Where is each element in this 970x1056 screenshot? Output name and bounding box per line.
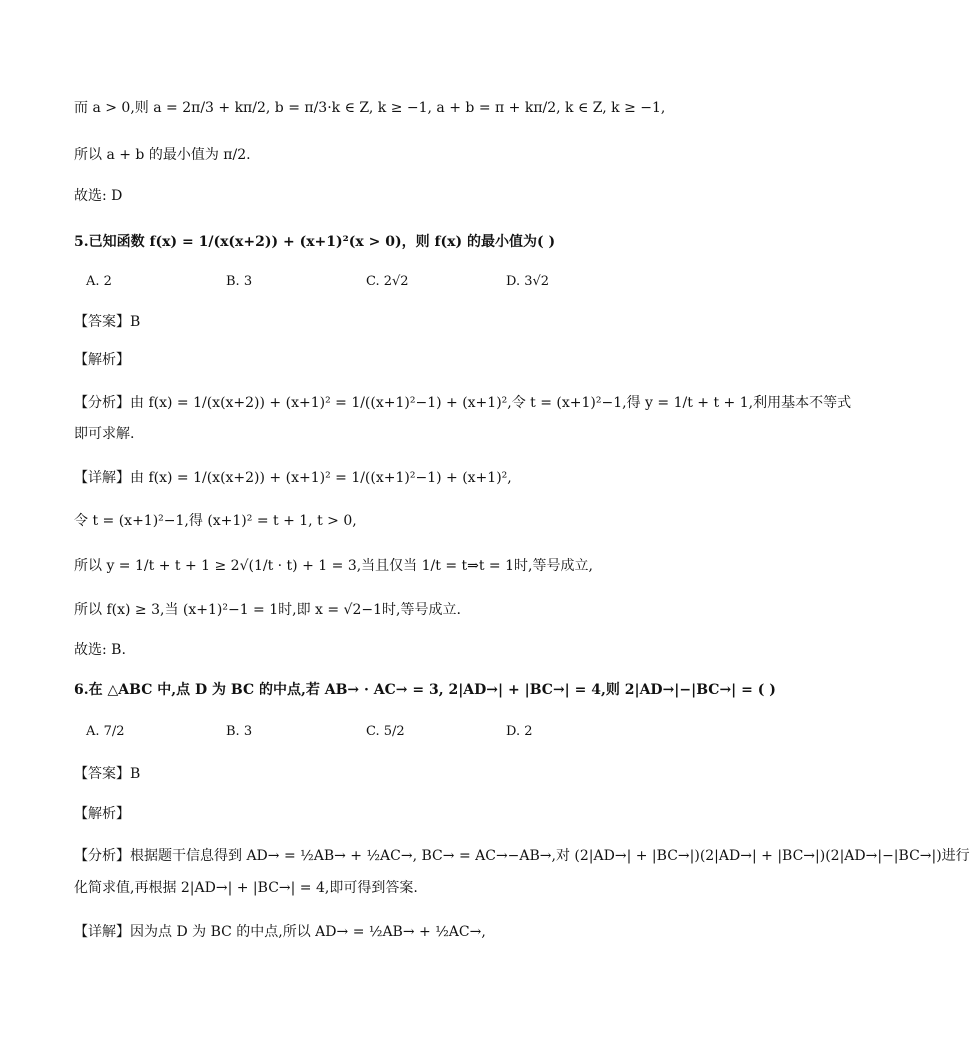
q5-option-a: A. 2 xyxy=(86,274,112,289)
q5-choice: 故选: B. xyxy=(74,642,126,658)
q5-detail-line-3: 所以 y = 1/t + t + 1 ≥ 2√(1/t · t) + 1 = 3,当且仅当 1/t = t⇒t = 1时,等号成立, xyxy=(74,558,593,574)
q5-option-c: C. 2√2 xyxy=(366,274,409,289)
q6-option-d: D. 2 xyxy=(506,724,533,739)
q5-detail-line-2: 令 t = (x+1)²−1,得 (x+1)² = t + 1, t > 0, xyxy=(74,513,357,529)
q5-analysis-line-2: 即可求解. xyxy=(74,426,135,442)
q6-answer: 【答案】B xyxy=(74,766,141,782)
q5-analysis-line-1: 【分析】由 f(x) = 1/(x(x+2)) + (x+1)² = 1/((x+1)²−1) + (x+1)²,令 t = (x+1)²−1,得 y = 1/t + t + 1,利用基本不等式 xyxy=(74,395,852,411)
q6-detail-line-1: 【详解】因为点 D 为 BC 的中点,所以 AD→ = ½AB→ + ½AC→, xyxy=(74,924,486,940)
q6-analysis-line-1: 【分析】根据题干信息得到 AD→ = ½AB→ + ½AC→, BC→ = AC→−AB→,对 (2|AD→| + |BC→|)(2|AD→| + |BC→|)(2|AD→|−|BC→|)进行 xyxy=(74,848,970,864)
question-6-stem: 6.在 △ABC 中,点 D 为 BC 的中点,若 AB→ · AC→ = 3, 2|AD→| + |BC→| = 4,则 2|AD→|−|BC→| = ( ) xyxy=(74,682,776,698)
q5-answer: 【答案】B xyxy=(74,314,141,330)
q6-option-a: A. 7/2 xyxy=(86,724,125,739)
q5-analysis-heading: 【解析】 xyxy=(74,352,130,368)
question-5-options xyxy=(86,274,686,294)
question-6-options xyxy=(86,724,686,744)
text-line-3: 故选: D xyxy=(74,188,123,204)
question-5-stem: 5.已知函数 f(x) = 1/(x(x+2)) + (x+1)²(x > 0)，则 f(x) 的最小值为( ) xyxy=(74,234,556,250)
q5-detail-line-1: 【详解】由 f(x) = 1/(x(x+2)) + (x+1)² = 1/((x+1)²−1) + (x+1)², xyxy=(74,470,512,486)
q5-option-d: D. 3√2 xyxy=(506,274,550,289)
q6-analysis-line-2: 化简求值,再根据 2|AD→| + |BC→| = 4,即可得到答案. xyxy=(74,880,418,896)
q5-option-b: B. 3 xyxy=(226,274,253,289)
q5-detail-line-4: 所以 f(x) ≥ 3,当 (x+1)²−1 = 1时,即 x = √2−1时,等号成立. xyxy=(74,602,461,618)
text-line-2: 所以 a + b 的最小值为 π/2. xyxy=(74,147,251,163)
text-line-1: 而 a > 0,则 a = 2π/3 + kπ/2, b = π/3·k ∈ Z, k ≥ −1, a + b = π + kπ/2, k ∈ Z, k ≥ −1, xyxy=(74,100,666,116)
q6-option-c: C. 5/2 xyxy=(366,724,405,739)
q6-option-b: B. 3 xyxy=(226,724,253,739)
q6-analysis-heading: 【解析】 xyxy=(74,806,130,822)
